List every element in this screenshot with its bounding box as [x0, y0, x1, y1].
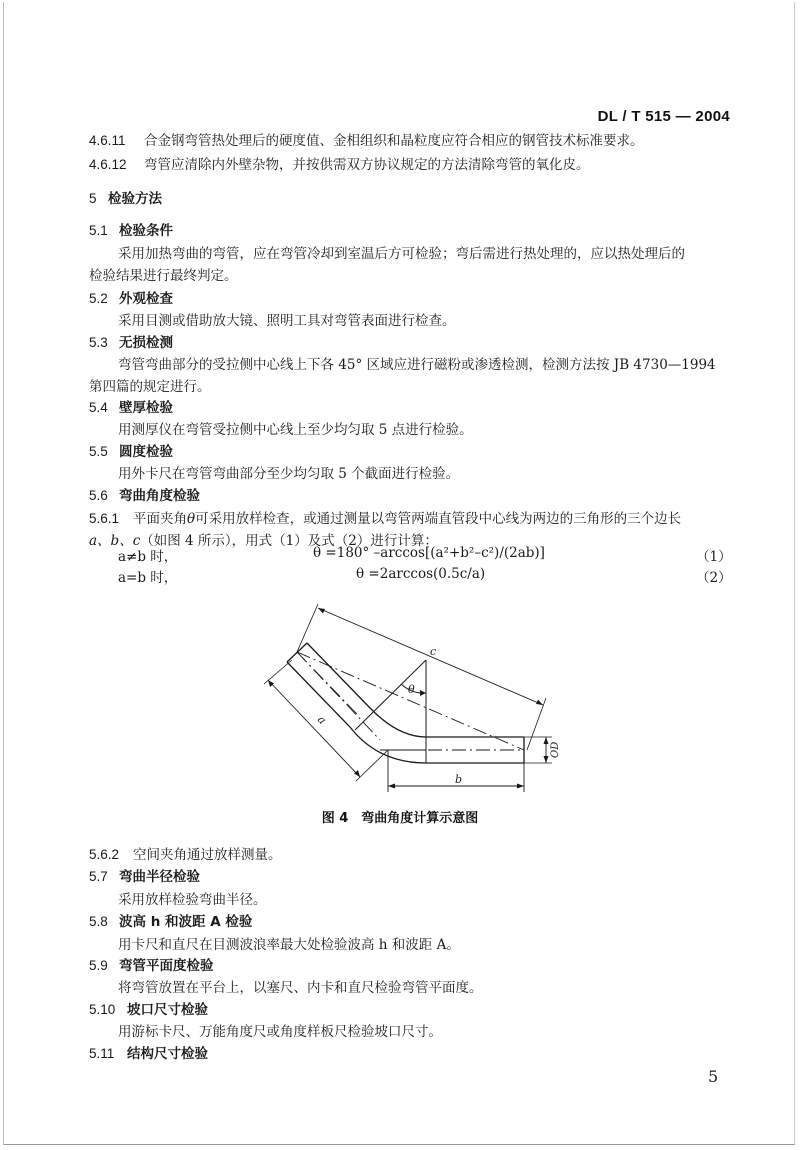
- section-number: 5.7: [89, 869, 108, 884]
- section-title: 弯曲角度检验: [119, 488, 200, 504]
- label-c: c: [430, 645, 437, 658]
- section-number: 5: [89, 191, 97, 206]
- label-theta: θ: [408, 683, 415, 696]
- formula-1-condition: a≠b 时，: [118, 549, 178, 565]
- formula-1-number: （1）: [696, 549, 732, 565]
- label-a: a: [314, 713, 329, 727]
- clause-text: 可采用放样检查，或通过测量以弯管两端直管段中心线为两边的三角形的三个边长: [195, 511, 682, 527]
- section-number: 5.1: [89, 223, 108, 238]
- document-id: DL / T 515 — 2004: [597, 108, 730, 125]
- section-5-3-text-line1: 弯管弯曲部分的受拉侧中心线上下各 45° 区域应进行磁粉或渗透检测，检测方法按 JB 4730—1994: [118, 357, 716, 373]
- section-5-8-text: 用卡尺和直尺在目测波浪率最大处检验波高 h 和波距 A。: [118, 937, 460, 953]
- section-5-1-text-line2: 检验结果进行最终判定。: [89, 268, 238, 284]
- section-number: 5.9: [89, 958, 108, 973]
- clause-text: （如图 4 所示），用式（1）及式（2）进行计算：: [140, 533, 438, 549]
- section-title: 圆度检验: [119, 444, 173, 460]
- section-5-9-text: 将弯管放置在平台上，以塞尺、内卡和直尺检验弯管平面度。: [118, 980, 483, 996]
- theta-symbol: θ: [187, 511, 196, 527]
- section-5-10-heading: [89, 1000, 208, 1020]
- section-number: 5.8: [89, 914, 108, 929]
- section-title: 波高 h 和波距 A 检验: [119, 914, 253, 930]
- section-title: 弯管平面度检验: [119, 958, 214, 974]
- section-number: 5.6: [89, 488, 108, 503]
- section-title: 检验条件: [119, 223, 173, 239]
- section-title: 结构尺寸检验: [127, 1046, 208, 1062]
- formula-2-expression: θ =2arccos(0.5c/a): [356, 566, 486, 582]
- formula-1-expression: θ =180° –arccos[(a²+b²–c²)/(2ab)]: [313, 545, 545, 561]
- section-title: 检验方法: [108, 191, 162, 207]
- variable-list: a、b、c: [89, 533, 141, 549]
- label-od: OD: [550, 741, 561, 758]
- figure-caption: 图 4 弯曲角度计算示意图: [321, 811, 479, 826]
- section-title: 弯曲半径检验: [119, 869, 200, 885]
- section-title: 无损检测: [119, 335, 173, 351]
- section-5-2-text: 采用目测或借助放大镜、照明工具对弯管表面进行检查。: [118, 313, 456, 329]
- section-title: 坡口尺寸检验: [127, 1002, 208, 1018]
- section-5-5-text: 用外卡尺在弯管弯曲部分至少均匀取 5 个截面进行检验。: [118, 466, 460, 482]
- section-5-7-text: 采用放样检验弯曲半径。: [118, 892, 267, 908]
- clause-number: 5.6.1: [89, 511, 120, 526]
- section-title: 壁厚检验: [119, 400, 173, 416]
- page-number: 5: [708, 1067, 719, 1086]
- section-5-9-heading: [89, 956, 214, 976]
- formula-2-number: （2）: [696, 570, 732, 586]
- section-number: 5.5: [89, 444, 108, 459]
- clause-number: 5.6.2: [89, 847, 120, 862]
- clause-text: 空间夹角通过放样测量。: [133, 847, 282, 863]
- clause-text: 弯管应清除内外壁杂物，并按供需双方协议规定的方法清除弯管的氧化皮。: [144, 157, 590, 173]
- section-number: 5.2: [89, 291, 108, 306]
- clause-text: 平面夹角: [133, 511, 187, 527]
- section-number: 5.10: [89, 1002, 116, 1017]
- section-5-10-text: 用游标卡尺、万能角度尺或角度样板尺检验坡口尺寸。: [118, 1024, 442, 1040]
- section-5-4-text: 用测厚仪在弯管受拉侧中心线上至少均匀取 5 点进行检验。: [118, 422, 473, 438]
- section-5-6-2: [89, 845, 282, 865]
- label-b: b: [455, 773, 463, 786]
- clause-number: 4.6.11: [89, 133, 126, 148]
- section-number: 5.11: [89, 1046, 115, 1061]
- section-5-11-heading: [89, 1044, 208, 1064]
- section-5-1-text-line1: 采用加热弯曲的弯管，应在弯管冷却到室温后方可检验；弯后需进行热处理的，应以热处理后的: [118, 246, 685, 262]
- section-number: 5.3: [89, 335, 108, 350]
- section-5-3-text-line2: 第四篇的规定进行。: [89, 379, 211, 395]
- section-5-8-heading: [89, 912, 252, 932]
- clause-text: 合金钢弯管热处理后的硬度值、金相组织和晶粒度应符合相应的钢管技术标准要求。: [144, 133, 644, 149]
- formula-2-condition: a=b 时，: [118, 570, 178, 586]
- section-number: 5.4: [89, 400, 108, 415]
- section-5-7-heading: [89, 867, 200, 887]
- section-title: 外观检查: [119, 291, 173, 307]
- clause-number: 4.6.12: [89, 157, 127, 172]
